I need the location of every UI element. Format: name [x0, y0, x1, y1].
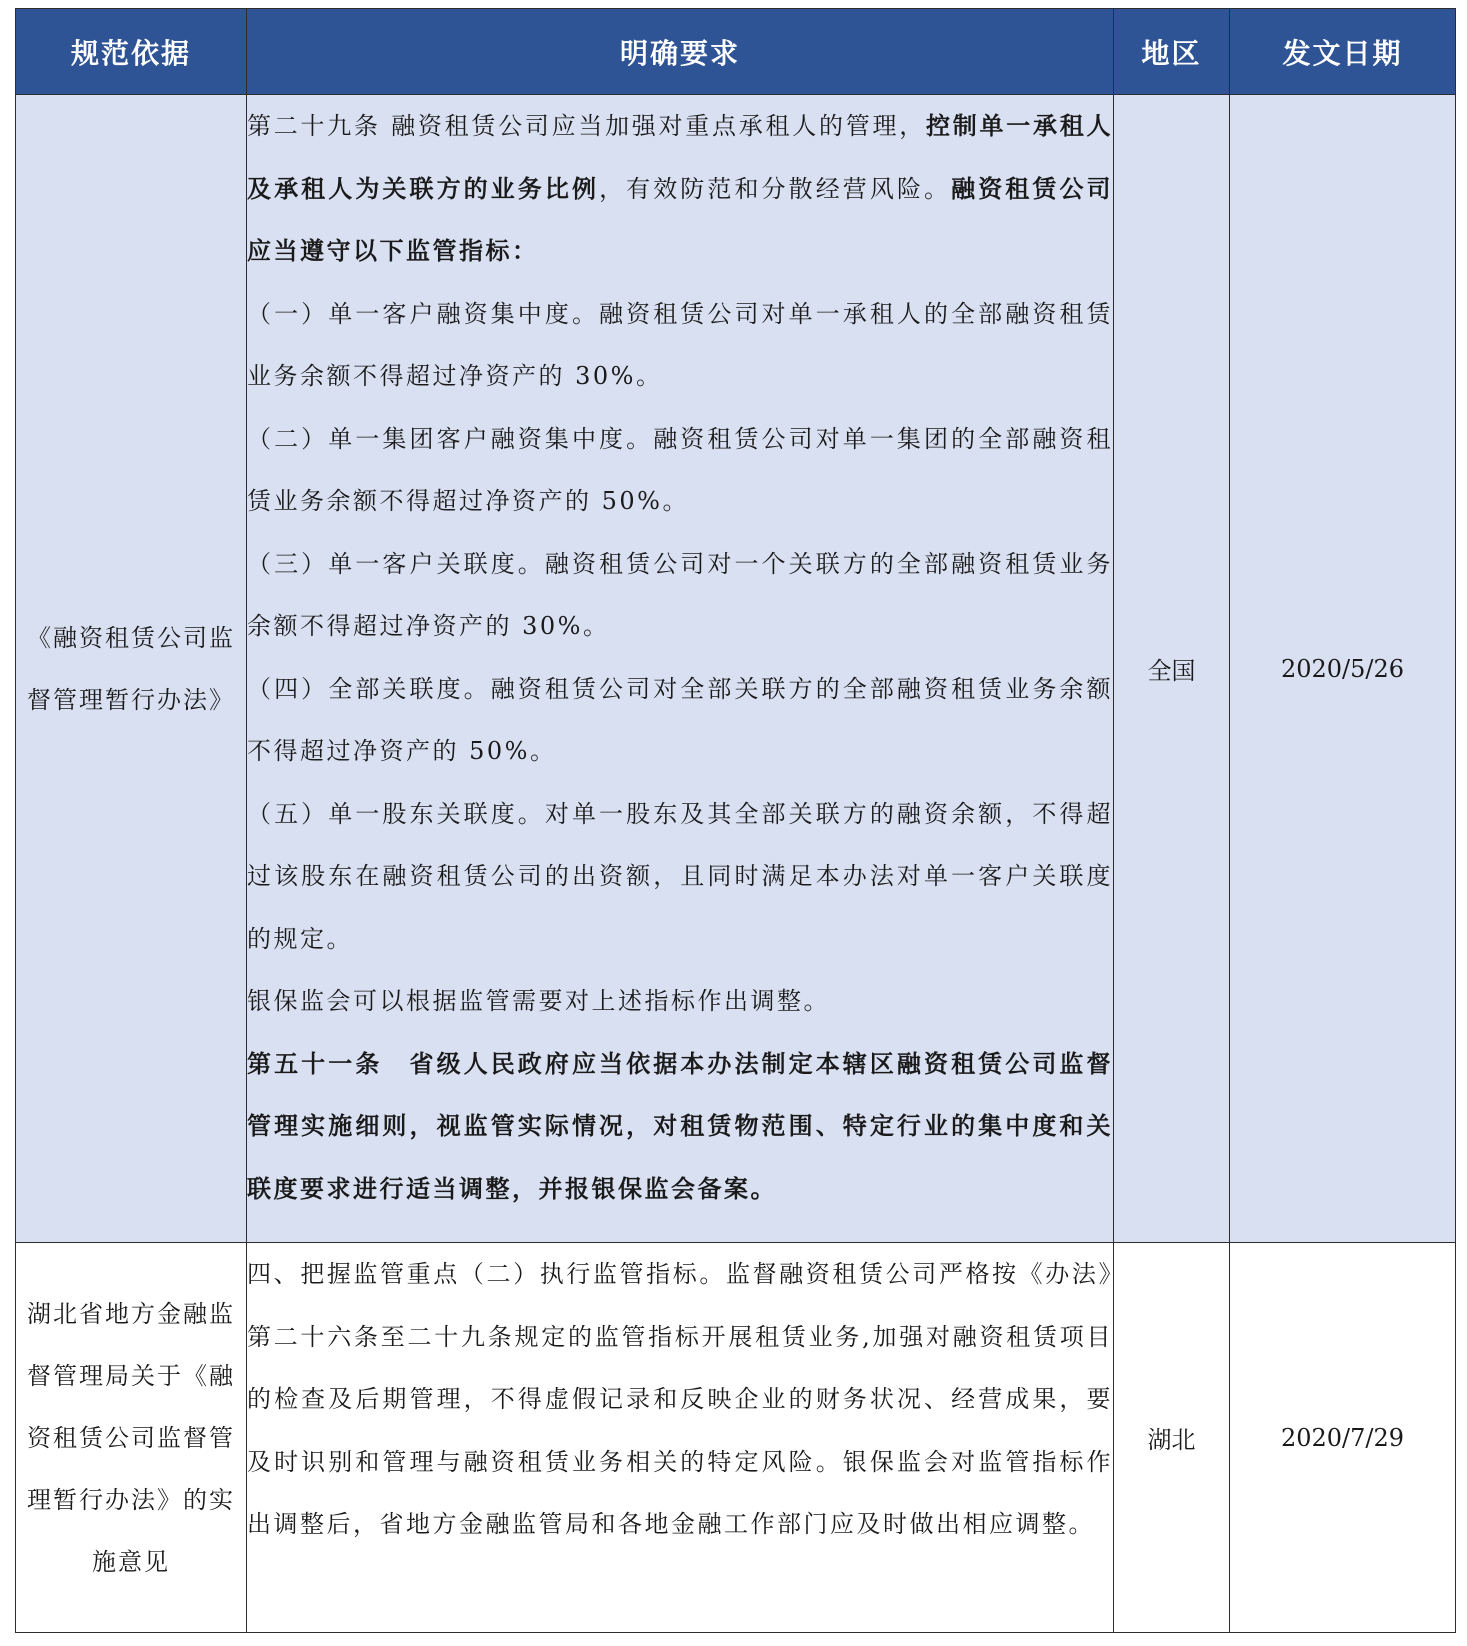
- header-requirement: 明确要求: [247, 9, 1114, 95]
- article-51-paragraph: 第五十一条 省级人民政府应当依据本办法制定本辖区融资租赁公司监督管理实施细则，视监管实际情况，对租赁物范围、特定行业的集中度和关联度要求进行适当调整，并报银保监会备案。: [247, 1048, 1113, 1203]
- hubei-requirement-text: 四、把握监管重点（二）执行监管指标。监督融资租赁公司严格按《办法》第二十六条至二十九条规定的监管指标开展租赁业务,加强对融资租赁项目的检查及后期管理，不得虚假记录和反映企业的财务状况、经营成果，要及时识别和管理与融资租赁业务相关的特定风险。银保监会对监管指标作出调整后，省地方金融监管局和各地金融工作部门应及时做出相应调整。: [247, 1260, 1113, 1538]
- indicator-item-4: （四）全部关联度。融资租赁公司对全部关联方的全部融资租赁业务余额不得超过净资产的 50%。: [247, 674, 1113, 765]
- indicator-item-2: （二）单一集团客户融资集中度。融资租赁公司对单一集团的全部融资租赁业务余额不得超过净资产的 50%。: [247, 424, 1113, 515]
- art29-text-b: ，有效防范和分散经营风险。: [599, 174, 952, 203]
- table-row: [16, 95, 1456, 1243]
- adjustment-note: 银保监会可以根据监管需要对上述指标作出调整。: [247, 987, 830, 1015]
- region-cell: 湖北: [1114, 1243, 1230, 1633]
- date-cell: 2020/5/26: [1230, 95, 1456, 1243]
- indicator-item-5: （五）单一股东关联度。对单一股东及其全部关联方的融资余额，不得超过该股东在融资租赁公司的出资额，且同时满足本办法对单一客户关联度的规定。: [247, 799, 1113, 953]
- header-basis: 规范依据: [16, 9, 247, 95]
- regulation-table: [15, 8, 1456, 1633]
- basis-cell: 湖北省地方金融监督管理局关于《融资租赁公司监督管理暂行办法》的实施意见: [16, 1243, 247, 1633]
- header-row: [16, 9, 1456, 95]
- table-row: [16, 1243, 1456, 1633]
- region-cell: 全国: [1114, 95, 1230, 1243]
- date-cell: 2020/7/29: [1230, 1243, 1456, 1633]
- requirement-cell: [247, 1243, 1114, 1633]
- art29-bold-a: 控制单一承租人及承租人为关联方的业务比例: [247, 111, 1113, 203]
- art29-text-a: 第二十九条 融资租赁公司应当加强对重点承租人的管理，: [247, 112, 927, 140]
- indicator-item-3: （三）单一客户关联度。融资租赁公司对一个关联方的全部融资租赁业务余额不得超过净资产的 30%。: [247, 549, 1113, 640]
- header-date: 发文日期: [1230, 9, 1456, 95]
- art29-bold-b: 融资租赁公司应当遵守以下监管指标：: [247, 173, 1114, 265]
- requirement-cell: [247, 95, 1114, 1243]
- indicator-item-1: （一）单一客户融资集中度。融资租赁公司对单一承租人的全部融资租赁业务余额不得超过净资产的 30%。: [247, 299, 1113, 390]
- basis-cell: 《融资租赁公司监督管理暂行办法》: [16, 95, 247, 1243]
- article-29-paragraph: [247, 95, 1113, 283]
- header-region: 地区: [1114, 9, 1230, 95]
